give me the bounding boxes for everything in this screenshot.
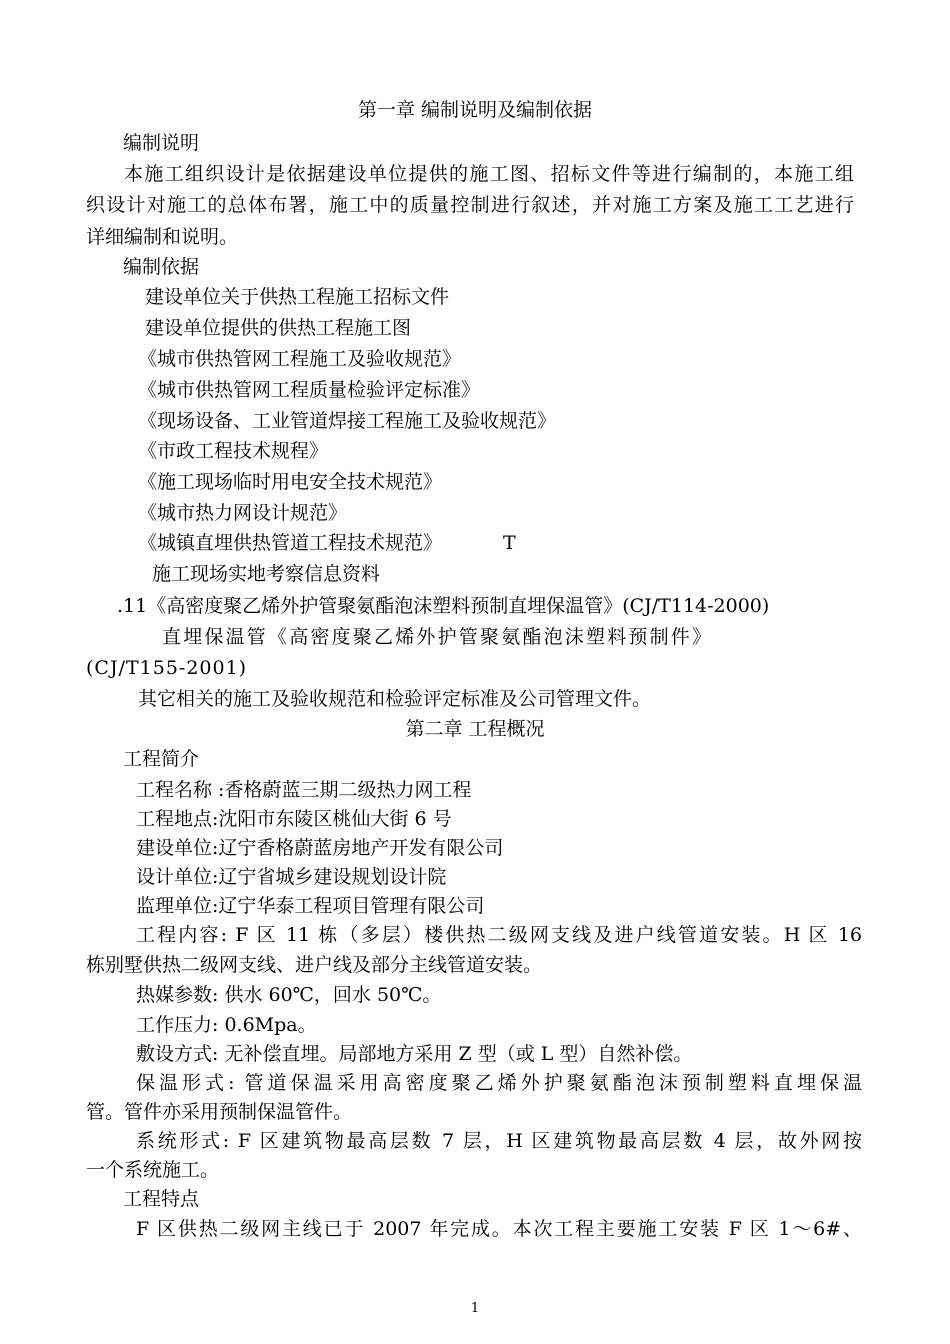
working-pressure: 工作压力: 0.6Mpa。 [136,1014,317,1036]
system-form: 一个系统施工。 [86,1159,220,1181]
basis-item: 建设单位关于供热工程施工招标文件 [145,286,450,308]
section-heading-basis: 编制依据 [123,256,200,278]
basis-item: 《施工现场临时用电安全技术规范》 [138,471,443,493]
project-supervisor: 监理单位:辽宁华泰工程项目管理有限公司 [136,895,485,917]
basis-item: 直埋保温管《高密度聚乙烯外护管聚氨酯泡沫塑料预制件》 [162,626,714,648]
chapter2-title: 第二章 工程概况 [405,718,545,740]
insulation-form: 管。管件亦采用预制保温管件。 [86,1101,353,1123]
section-heading-features: 工程特点 [123,1188,200,1210]
project-content: 栋别墅供热二级网支线、进户线及部分主线管道安装。 [86,954,543,976]
project-designer: 设计单位:辽宁省城乡建设规划设计院 [136,866,447,888]
paragraph-line: 本施工组织设计是依据建设单位提供的施工图、招标文件等进行编制的，本施工组 [124,163,854,185]
basis-item: 《城市供热管网工程施工及验收规范》 [138,348,462,370]
basis-item: .11《高密度聚乙烯外护管聚氨酯泡沫塑料预制直埋保温管》(CJ/T114-2000) [117,595,770,617]
paragraph-line: 详细编制和说明。 [86,226,239,248]
basis-item: (CJ/T155-2001) [86,657,248,679]
basis-item: 施工现场实地考察信息资料 [152,563,381,585]
section-heading-intro: 工程简介 [123,748,200,770]
basis-item: 其它相关的施工及验收规范和检验评定标准及公司管理文件。 [138,688,652,710]
paragraph-line: 织设计对施工的总体布署，施工中的质量控制进行叙述，并对施工方案及施工工艺进行 [86,194,854,216]
project-location: 工程地点:沈阳市东陵区桃仙大街 6 号 [136,808,452,830]
basis-item: 《城市供热管网工程质量检验评定标准》 [138,379,481,401]
basis-item: 《城市热力网设计规范》 [138,502,348,524]
heating-medium: 热媒参数: 供水 60℃，回水 50℃。 [136,984,442,1006]
project-content: 工程内容: F 区 11 栋（多层）楼供热二级网支线及进户线管道安装。H 区 16 [136,924,862,946]
system-form: 系统形式: F 区建筑物最高层数 7 层，H 区建筑物最高层数 4 层，故外网按 [136,1130,862,1152]
project-name: 工程名称 :香格蔚蓝三期二级热力网工程 [136,779,472,801]
laying-method: 敷设方式: 无补偿直埋。局部地方采用 Z 型（或 L 型）自然补偿。 [136,1043,693,1065]
project-owner: 建设单位:辽宁香格蔚蓝房地产开发有限公司 [136,837,504,859]
section-heading-explanation: 编制说明 [123,132,200,154]
basis-marker: T [503,532,516,554]
insulation-form: 保温形式: 管道保温采用高密度聚乙烯外护聚氨酯泡沫预制塑料直埋保温 [136,1072,862,1094]
basis-item: 《市政工程技术规程》 [138,440,329,462]
basis-item: 《现场设备、工业管道焊接工程施工及验收规范》 [138,410,557,432]
basis-item: 建设单位提供的供热工程施工图 [145,317,412,339]
features-paragraph: F 区供热二级网主线已于 2007 年完成。本次工程主要施工安装 F 区 1～6#、 [136,1218,862,1240]
basis-item: 《城镇直埋供热管道工程技术规范》 [138,532,443,554]
chapter1-title: 第一章 编制说明及编制依据 [357,99,593,121]
page-number: 1 [470,1301,480,1316]
